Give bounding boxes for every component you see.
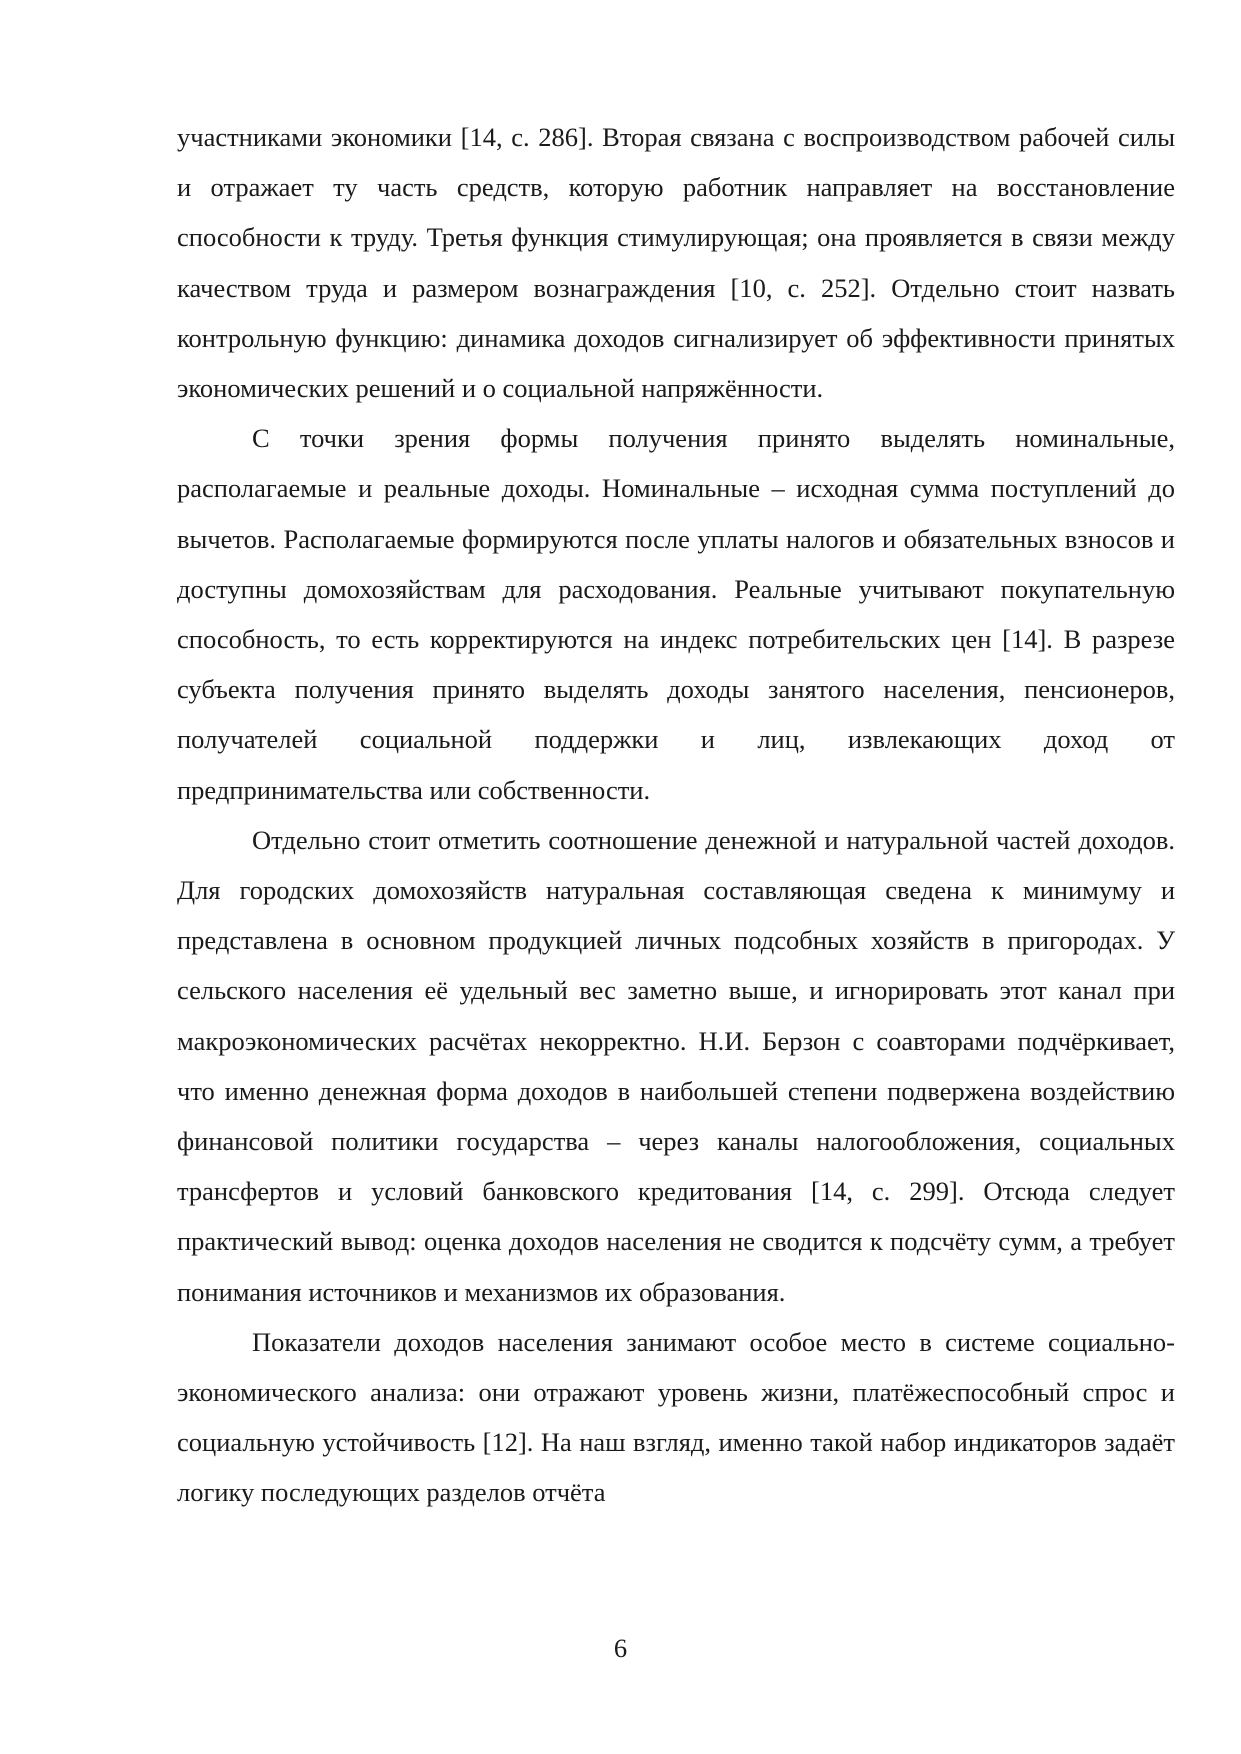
paragraph-1: участниками экономики [14, с. 286]. Вторая связана с воспроизводством рабочей силы и отражает ту часть средств, которую работник направляет на восстановление способности к труду. Третья функция стимулирующая; она проявляется в связи между качеством труда и размером вознаграждения [10, с. 252]. Отдельно стоит назвать контрольную функцию: динамика доходов сигнализирует об эффективности принятых экономических решений и о социальной напряжённости. [177,122,1175,404]
body-text [177,112,1175,1518]
paragraph-2: С точки зрения формы получения принято выделять номинальные, располагаемые и реальные доходы. Номинальные – исходная сумма поступлений до вычетов. Располагаемые формируются после уплаты налогов и обязательных взносов и доступны домохозяйствам для расходования. Реальные учитывают покупательную способность, то есть корректируются на индекс потребительских цен [14]. В разрезе субъекта получения принято выделять доходы занятого населения, пенсионеров, получателей социальной поддержки и лиц, извлекающих доход от предпринимательства или собственности. [177,423,1175,805]
page-number: 6 [613,1633,628,1663]
paragraph-3: Отдельно стоит отметить соотношение денежной и натуральной частей доходов. Для городских домохозяйств натуральная составляющая сведена к минимуму и представлена в основном продукцией личных подсобных хозяйств в пригородах. У сельского населения её удельный вес заметно выше, и игнорировать этот канал при макроэкономических расчётах некорректно. Н.И. Берзон с соавторами подчёркивает, что именно денежная форма доходов в наибольшей степени подвержена воздействию финансовой политики государства – через каналы налогообложения, социальных трансфертов и условий банковского кредитования [14, с. 299]. Отсюда следует практический вывод: оценка доходов населения не сводится к подсчёту сумм, а требует понимания источников и механизмов их образования. [177,824,1175,1307]
paragraph-4: Показатели доходов населения занимают особое место в системе социально-экономического анализа: они отражают уровень жизни, платёжеспособный спрос и социальную устойчивость [12]. На наш взгляд, именно такой набор индикаторов задаёт логику последующих разделов отчёта [177,1326,1175,1508]
